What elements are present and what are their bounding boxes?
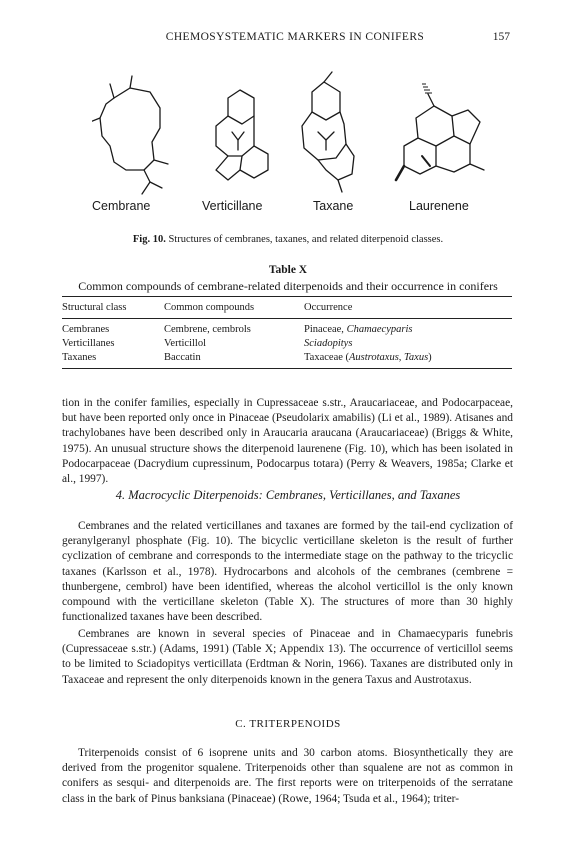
figure-10-structures [92, 70, 492, 196]
paragraph-continuation: tion in the conifer families, especially in Cupressaceae s.str., Araucariaceae, and Podocarpaceae, but have been reported only once in Pinaceae (Pseudolarix amabilis) (Li et al., 1989). Atisanes and trachylobanes have been described only in Araucaria araucana (Araucariaceae) (Briggs & White, 1975). An unusual structure shows the diterpenoid laurenene (Fig. 10), which has been isolated in Podocarpaceae (Dacrydium cupressinum, Podocarpus totara) (Perry & Weavers, 1985a; Clarke et al., 1997). [62, 397, 513, 486]
table-cell: Baccatin [164, 352, 201, 363]
table-cell-occurrence: Pinaceae, Chamaecyparis [304, 324, 413, 335]
table-header-compounds: Common compounds [164, 302, 255, 313]
taxane-structure [302, 72, 354, 192]
cembrane-structure [92, 76, 168, 194]
section-heading-c: C. TRITERPENOIDS [235, 718, 341, 730]
table-cell: Taxanes [62, 352, 97, 363]
table-cell-occurrence: Taxaceae (Austrotaxus, Taxus) [304, 352, 432, 363]
label-cembrane: Cembrane [92, 199, 151, 213]
page-number: 157 [492, 31, 510, 43]
laurenene-structure [396, 94, 484, 180]
caption-text: Structures of cembranes, taxanes, and related diterpenoid classes. [165, 234, 444, 245]
paragraph-triterpenoids: Triterpenoids consist of 6 isoprene units and 30 carbon atoms. Biosynthetically they are derived from the progenitor squalene. Triterpenoids other than squalene are not as common in conifers as sesqui- and diterpenoids are. The first reports were on triterpenoids of the serratane class in the bark of Pinus banksiana (Pinaceae) (Rowe, 1964; Tsuda et al., 1964); triter- [62, 747, 513, 805]
label-laurenene: Laurenene [409, 199, 469, 213]
table-subtitle: Common compounds of cembrane-related diterpenoids and their occurrence in conifers [78, 279, 498, 293]
figure-caption [0, 234, 576, 245]
table-header-rule [62, 318, 512, 319]
section-heading-4: 4. Macrocyclic Diterpenoids: Cembranes, Verticillanes, and Taxanes [115, 488, 461, 502]
table-title: Table X [268, 264, 308, 276]
table-header-occurrence: Occurrence [304, 302, 353, 313]
running-head: CHEMOSYSTEMATIC MARKERS IN CONIFERS [165, 31, 425, 43]
paragraph-macrocyclic: Cembranes and the related verticillanes and taxanes are formed by the tail-end cyclization of geranylgeranyl phosphate (Fig. 10). The bicyclic verticillane skeleton is the result of further cyclization of cembrane and corresponds to the intermediate stage on the pathway to the tricyclic taxanes (Karlsson et al., 1978). Hydrocarbons and alcohols of the cembranes (cembrene = thunbergene, cembrol) have been identified, whereas the alcohol verticillol is the only known compound with the verticillane skeleton (Table X). The structures of more than 30 highly functionalized taxanes have been described. [62, 520, 513, 624]
table-bottom-rule [62, 368, 512, 369]
verticillane-structure [216, 90, 268, 180]
label-taxane: Taxane [313, 199, 354, 213]
table-top-rule [62, 296, 512, 297]
table-cell: Verticillanes [62, 338, 115, 349]
table-cell-occurrence: Sciadopitys [304, 338, 353, 349]
table-header-class: Structural class [62, 302, 127, 313]
table-cell: Verticillol [164, 338, 206, 349]
label-verticillane: Verticillane [202, 199, 263, 213]
table-cell: Cembrene, cembrols [164, 324, 251, 335]
caption-label: Fig. 10. [132, 234, 166, 245]
hashed-bond [422, 84, 432, 93]
paragraph-cembranes-occurrence: Cembranes are known in several species of Pinaceae and in Chamaecyparis funebris (Cupressaceae s.str.) (Adams, 1991) (Table X; Appendix 13). The occurrence of verticillol seems to be limited to Sciadopitys verticillata (Erdtman & Norin, 1966). Taxanes are distributed only in Taxaceae and represent the only diterpenoids known in the genera Taxus and Austrotaxus. [62, 628, 513, 686]
table-cell: Cembranes [62, 324, 110, 335]
